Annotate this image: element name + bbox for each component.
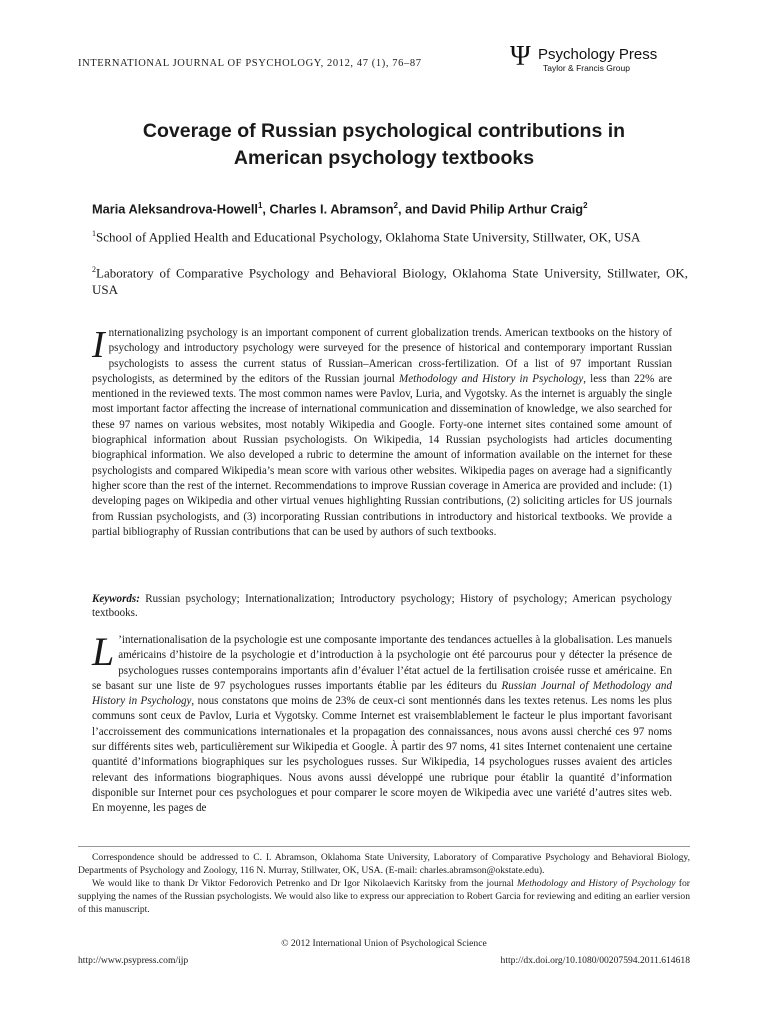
journal-url-link[interactable]: http://www.psypress.com/ijp [78,955,189,966]
acknowledgement-note [78,877,690,916]
doi-link[interactable]: http://dx.doi.org/10.1080/00207594.2011.614618 [500,955,690,966]
abstract-journal-title: Methodology and History in Psychology [399,372,584,385]
author-2: Charles I. Abramson [269,201,394,217]
author-separator: , and [397,201,432,217]
abstract-text: nternationalizing psychology is an important component of current globalization trends. American textbooks on the history of psychology and introductory psychology were surveyed for the presence of historical and contemporary important Russian psychologists to assess the current status of Russian–American cross-fertilization. Of a list of 97 important Russian psychologists, as determined by the editors of the Russian journal [92,327,672,385]
french-abstract-journal-title: Russian Journal of Methodology and History in Psychology [92,679,672,708]
publisher-group: Taylor & Francis Group [543,63,630,73]
keywords [92,592,672,620]
french-abstract-text: , nous constatons que moins de 23% de ceux-ci sont mentionnés dans les textes retenus. Les noms les plus communs sont ceux de Pavlov, Luria et Vygotsky. Comme Internet est vraisemblablement le facteur le plus important favorisant l’accroissement des communications internationales et la propagation des connaissances, nous avons aussi cherché ces 97 noms sur différents sites web, particulièrement sur Wikipedia et Google. À partir des 97 noms, 41 sites Internet contenaient une certaine quantité d’informations biographiques sur les psychologues russes. Sur Wikipedia, 14 psychologues russes avaient des articles relevant des informations biographiques. Nous avons aussi développé une rubrique pour établir la quantité d’information disponible sur Internet pour ces psychologues et pour comparer le score moyen de Wikipedia avec une variété d’autres sites web. En moyenne, les pages de [92,695,672,815]
affiliation-mark: 2 [92,265,96,274]
author-list [92,201,588,216]
journal-citation: INTERNATIONAL JOURNAL OF PSYCHOLOGY, 2012, 47 (1), 76–87 [78,58,422,69]
title-line-1: Coverage of Russian psychological contributions in [142,120,626,142]
affiliation-text: Laboratory of Comparative Psychology and Behavioral Biology, Oklahoma State University, Stillwater, OK, USA [92,265,688,298]
footnote-divider [78,846,690,847]
author-1: Maria Aleksandrova-Howell [92,201,258,217]
french-abstract-dropcap: L [92,629,115,674]
french-abstract-text: ’internationalisation de la psychologie est une composante importante des tendances actuelles à la globalisation. Les manuels américains d’histoire de la psychologie et d’introduction à la psychologie ont été parcourus pour y détecter la présence de psychologues russes contemporains importants afin d’évaluer l’état actuel de la fertilisation croisée russe et américaine. En se basant sur une liste de 97 psychologues russes importants établie par les éditeurs du [92,634,672,692]
acknowledgement-text: We would like to thank Dr Viktor Fedorovich Petrenko and Dr Igor Nikolaevich Karitsky from the journal [92,878,517,889]
author-1-affil-mark: 1 [257,201,263,210]
author-3: David Philip Arthur Craig [431,201,584,217]
keywords-text: Russian psychology; Internationalization; Introductory psychology; History of psychology; American psychology textbooks. [92,593,672,619]
acknowledgement-journal: Methodology and History of Psychology [516,878,676,889]
affiliation-mark: 1 [92,229,96,238]
abstract-text: , less than 22% are mentioned in the reviewed texts. The most common names were Pavlov, Luria, and Vygotsky. As the internet is arguably the single most important factor affecting the increase of international communication and dissemination of knowledge, we also searched for these 97 names on various websites, most notably Wikipedia and Google. Forty-one internet sites contained some amount of biographical information about Russian psychologists. On Wikipedia, 14 Russian psychologists had articles documenting biographical information. We also developed a rubric to determine the amount of information available on the internet for these psychologists and compared Wikipedia’s mean score with various other websites. Wikipedia pages on average had a significantly higher score than the rest of the internet. Recommendations to improve Russian coverage in America are provided and include: (1) developing pages on Wikipedia and other virtual venues highlighting Russian contributions, (2) soliciting articles for US journals from Russian psychologists, and (3) incorporating Russian contributions in introductory and historical textbooks. We provide a partial bibliography of Russian contributions that can be used by authors of such textbooks. [92,372,672,538]
affiliation-text: School of Applied Health and Educational Psychology, Oklahoma State University, Stillwater, OK, USA [96,229,641,245]
psi-logo-icon: Ψ [510,41,531,72]
affiliation-2 [92,261,688,298]
correspondence-note: Correspondence should be addressed to C. I. Abramson, Oklahoma State University, Laboratory of Comparative Psychology and Behavioral Biology, Departments of Psychology and Zoology, 116 N. Murray, Stillwater, OK, USA. (E-mail: charles.abramson@okstate.edu). [78,852,690,876]
publisher-name: Psychology Press [538,46,658,63]
keywords-label: Keywords: [92,593,140,605]
acknowledgement-text: for supplying the names of the Russian psychologists. We would also like to express our appreciation to Robert Garcia for reviewing and editing an earlier version of this manuscript. [78,878,690,915]
author-3-affil-mark: 2 [583,201,588,210]
copyright-line: © 2012 International Union of Psychological Science [281,938,487,949]
footnotes [78,851,690,916]
article-title [60,118,708,172]
abstract-dropcap: I [92,324,105,366]
affiliation-1 [92,225,688,245]
title-line-2: American psychology textbooks [233,147,535,169]
author-separator: , [262,201,270,217]
author-2-affil-mark: 2 [393,201,398,210]
publisher-logo [510,43,750,77]
french-abstract [92,629,672,817]
english-abstract [92,326,672,540]
